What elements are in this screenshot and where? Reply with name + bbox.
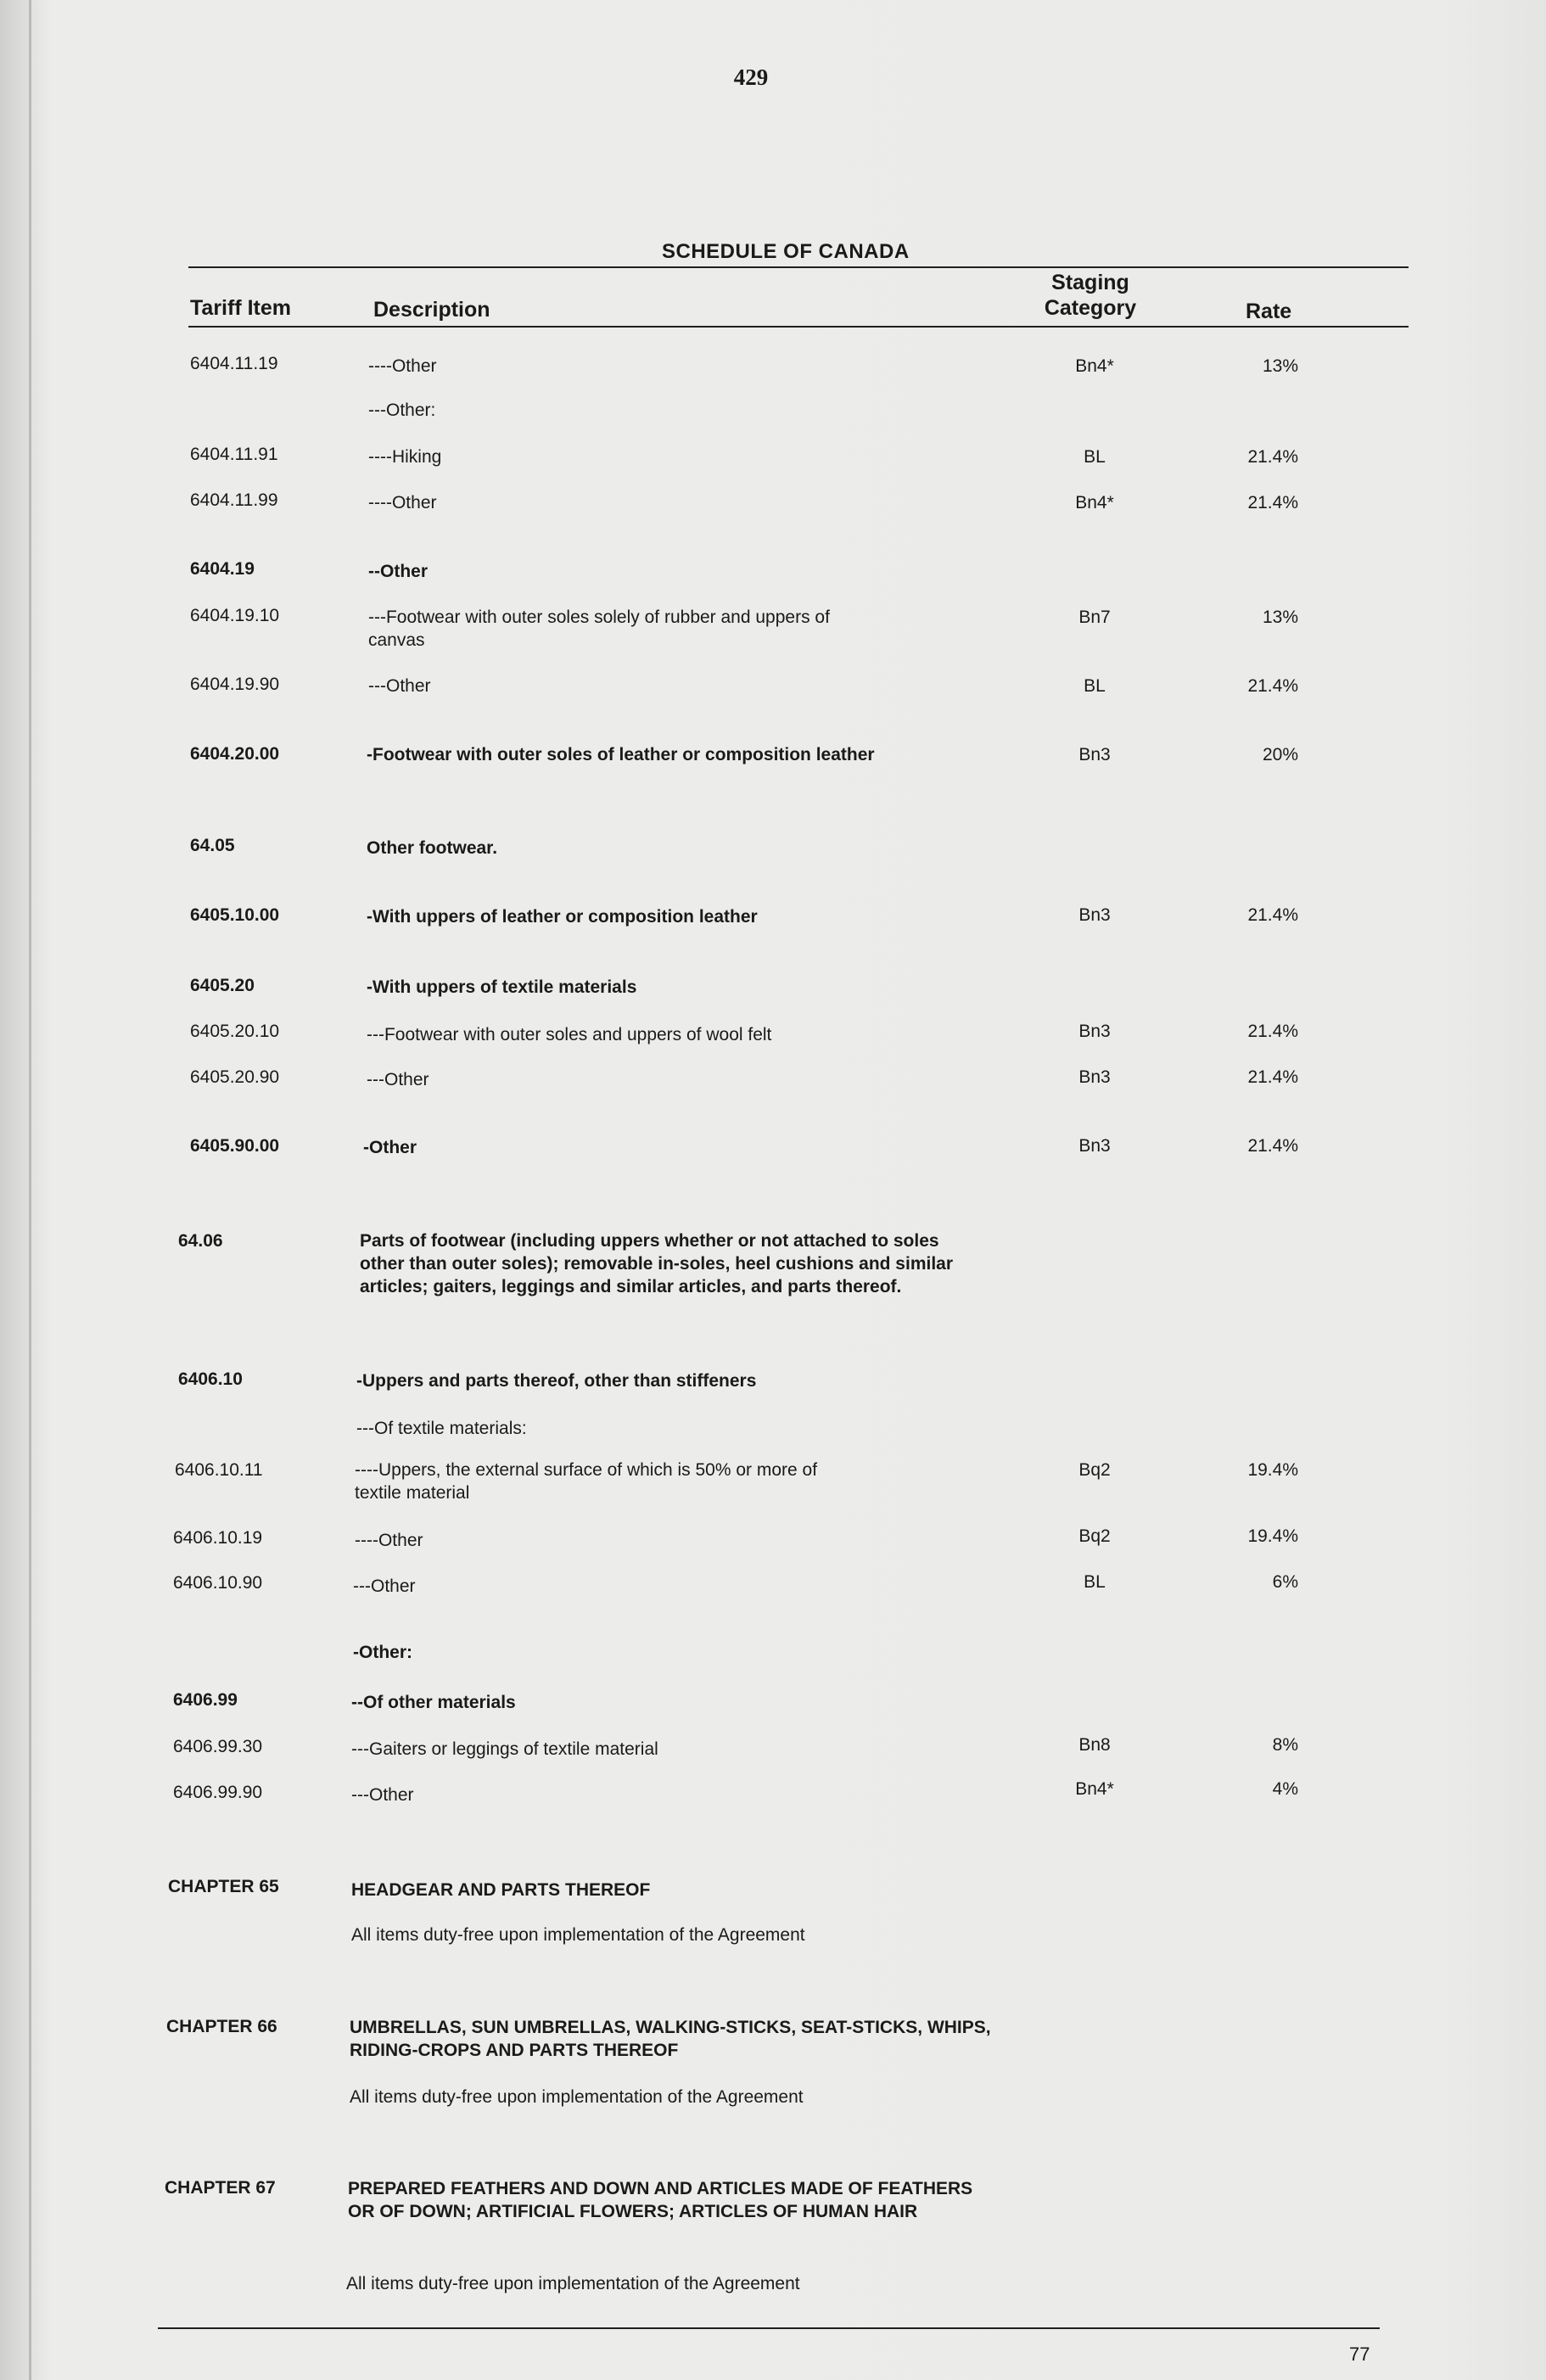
tariff-rate: 4% [1272,1779,1298,1799]
staging-category: Bn3 [1078,1136,1111,1156]
tariff-rate: 19.4% [1247,1526,1298,1546]
tariff-description: -Other [363,1138,417,1157]
tariff-description: Other footwear. [367,838,498,858]
tariff-item-code: 6406.10 [178,1369,243,1389]
tariff-item-code: 6405.90.00 [190,1136,280,1156]
footer-rule [158,2327,1380,2329]
tariff-description: -With uppers of textile materials [367,977,637,997]
tariff-description: ---Footwear with outer soles and uppers of wool felt [367,1025,772,1044]
header-bottom-rule [188,326,1409,328]
header-description: Description [373,298,490,322]
header-staging-category [1027,270,1154,321]
staging-category: BL [1084,676,1106,696]
header-top-rule [188,266,1409,268]
staging-category: Bn3 [1078,1022,1111,1041]
tariff-description: ----Hiking [368,447,442,467]
page-number: 429 [733,64,769,90]
tariff-item-code: 6406.99 [173,1690,238,1710]
staging-category: Bq2 [1078,1460,1111,1480]
chapter-label: CHAPTER 65 [168,1877,279,1896]
tariff-item-code: 6406.99.30 [173,1737,263,1756]
header-staging-line2: Category [1044,296,1137,320]
tariff-item-code: 6406.10.11 [175,1460,263,1480]
tariff-rate: 6% [1272,1572,1298,1592]
tariff-description: -Other: [353,1643,412,1662]
tariff-item-code: 6406.10.90 [173,1573,263,1593]
tariff-item-code: 6406.10.19 [173,1528,263,1548]
tariff-rate: 13% [1262,356,1298,376]
tariff-rate: 21.4% [1247,493,1298,512]
tariff-description: --Of other materials [351,1693,516,1712]
staging-category: Bn3 [1078,905,1111,925]
staging-category: Bn4* [1075,356,1114,376]
tariff-item-code: 6404.11.91 [190,445,278,464]
tariff-description: ----Other [368,493,437,512]
staging-category: BL [1084,447,1106,467]
tariff-rate: 13% [1262,608,1298,627]
staging-category: Bn4* [1075,493,1114,512]
tariff-description: -Footwear with outer soles of leather or composition leather [367,745,875,764]
schedule-title: SCHEDULE OF CANADA [662,240,910,263]
tariff-description: --Other [368,562,428,581]
tariff-item-code: 6404.11.19 [190,354,278,373]
tariff-item-code: 6404.19.10 [190,606,280,625]
chapter-title: UMBRELLAS, SUN UMBRELLAS, WALKING-STICKS, SEAT-STICKS, WHIPS, RIDING-CROPS AND PARTS THEREOF [350,2018,991,2060]
tariff-item-code: 6405.10.00 [190,905,280,925]
tariff-description: ----Uppers, the external surface of which is 50% or more of textile material [355,1460,818,1503]
tariff-description: ----Other [368,356,437,376]
tariff-item-code: 6404.11.99 [190,490,278,510]
chapter-note: All items duty-free upon implementation of the Agreement [350,2087,804,2107]
tariff-item-code: 6404.20.00 [190,744,280,764]
tariff-rate: 21.4% [1247,905,1298,925]
tariff-item-code: 6405.20 [190,976,255,995]
tariff-description: ---Other [353,1576,416,1596]
tariff-rate: 21.4% [1247,676,1298,696]
tariff-rate: 21.4% [1247,1136,1298,1156]
chapter-title: PREPARED FEATHERS AND DOWN AND ARTICLES MADE OF FEATHERS OR OF DOWN; ARTIFICIAL FLOWERS; ARTICLES OF HUMAN HAIR [348,2179,973,2221]
tariff-description: Parts of footwear (including uppers whether or not attached to soles other than outer soles); removable in-soles, heel cushions and similar articles; gaiters, leggings and similar articles, and parts thereof. [360,1231,954,1296]
staging-category: Bn7 [1078,608,1111,627]
staging-category: Bn3 [1078,1067,1111,1087]
chapter-title: HEADGEAR AND PARTS THEREOF [351,1880,651,1900]
tariff-item-code: 6405.20.90 [190,1067,280,1087]
tariff-description: ---Gaiters or leggings of textile material [351,1739,658,1759]
tariff-rate: 21.4% [1247,1067,1298,1087]
tariff-item-code: 64.05 [190,836,235,855]
tariff-item-code: 6405.20.10 [190,1022,280,1041]
chapter-label: CHAPTER 66 [166,2017,277,2036]
header-staging-line1: Staging [1051,271,1129,294]
tariff-item-code: 6406.99.90 [173,1783,263,1802]
header-rate: Rate [1246,300,1292,323]
tariff-description: ---Footwear with outer soles solely of rubber and uppers of canvas [368,608,830,650]
tariff-rate: 8% [1272,1735,1298,1755]
tariff-rate: 21.4% [1247,1022,1298,1041]
chapter-label: CHAPTER 67 [165,2178,276,2198]
staging-category: BL [1084,1572,1106,1592]
staging-category: Bn3 [1078,745,1111,764]
footer-page-number: 77 [1349,2344,1370,2365]
tariff-item-code: 6404.19.90 [190,675,280,694]
tariff-description: ---Of textile materials: [356,1419,527,1438]
tariff-description: ---Other [351,1785,414,1805]
tariff-description: ---Other [367,1070,429,1089]
staging-category: Bn8 [1078,1735,1111,1755]
staging-category: Bq2 [1078,1526,1111,1546]
chapter-note: All items duty-free upon implementation of the Agreement [346,2274,800,2293]
header-tariff-item: Tariff Item [190,296,291,320]
tariff-item-code: 64.06 [178,1231,223,1251]
tariff-rate: 20% [1262,745,1298,764]
tariff-description: -Uppers and parts thereof, other than stiffeners [356,1371,757,1391]
tariff-description: -With uppers of leather or composition leather [367,907,758,927]
chapter-note: All items duty-free upon implementation of the Agreement [351,1925,805,1945]
tariff-description: ---Other [368,676,431,696]
tariff-description: ---Other: [368,400,436,420]
tariff-rate: 21.4% [1247,447,1298,467]
tariff-rate: 19.4% [1247,1460,1298,1480]
staging-category: Bn4* [1075,1779,1114,1799]
binding-edge [29,0,31,2380]
tariff-item-code: 6404.19 [190,559,255,579]
tariff-description: ----Other [355,1531,423,1550]
